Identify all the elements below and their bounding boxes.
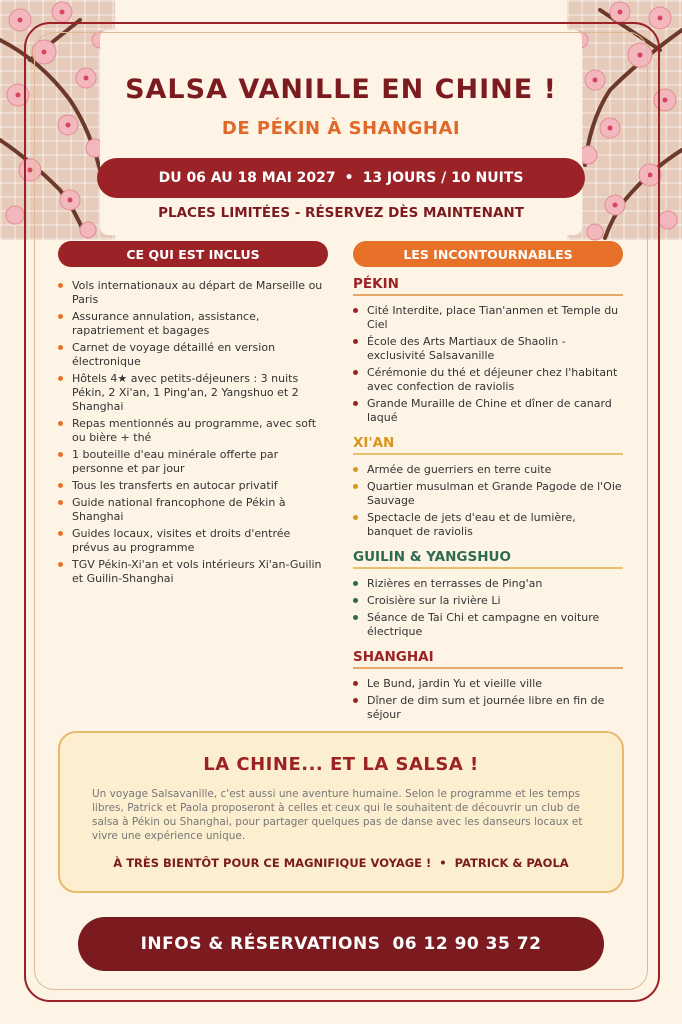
bullet-icon: [353, 515, 358, 520]
city-heading-guilin: GUILIN & YANGSHUO: [353, 549, 623, 569]
bullet-icon: [353, 401, 358, 406]
list-item: Hôtels 4★ avec petits-déjeuners : 3 nuits Pékin, 2 Xi'an, 1 Ping'an, 2 Yangshuo et 2 Shanghai: [58, 372, 328, 414]
xian-list: [353, 463, 623, 539]
bullet-icon: [353, 681, 358, 686]
salsa-section: [58, 731, 624, 893]
included-header: CE QUI EST INCLUS: [58, 241, 328, 267]
city-heading-xian: XI'AN: [353, 435, 623, 455]
bullet-icon: [353, 598, 358, 603]
shanghai-list: [353, 677, 623, 722]
bullet-icon: [58, 376, 63, 381]
date-separator: •: [344, 170, 354, 186]
list-item: Guide national francophone de Pékin à Shanghai: [58, 496, 328, 524]
bullet-icon: [353, 308, 358, 313]
list-item: Guides locaux, visites et droits d'entrée prévus au programme: [58, 527, 328, 555]
included-list: [58, 279, 328, 589]
bullet-icon: [353, 339, 358, 344]
list-item: Spectacle de jets d'eau et de lumière, banquet de raviolis: [353, 511, 623, 539]
list-item: Cité Interdite, place Tian'anmen et Temple du Ciel: [353, 304, 623, 332]
bullet-icon: [353, 484, 358, 489]
list-item: 1 bouteille d'eau minérale offerte par personne et par jour: [58, 448, 328, 476]
contact-phone[interactable]: 06 12 90 35 72: [392, 934, 542, 954]
trip-duration: 13 JOURS / 10 NUITS: [362, 170, 524, 186]
salsa-description: Un voyage Salsavanille, c'est aussi une aventure humaine. Selon le programme et les temps libres, Patrick et Paola proposeront à celles et ceux qui le souhaitent de découvrir un club de salsa à Pékin ou Shanghai, pour partager quelques pas de danse avec les danseurs locaux et vivre une expérience unique.: [92, 788, 583, 842]
page-subtitle: DE PÉKIN À SHANGHAI: [221, 118, 461, 139]
list-item: Quartier musulman et Grande Pagode de l'Oie Sauvage: [353, 480, 623, 508]
list-item: TGV Pékin-Xi'an et vols intérieurs Xi'an-Guilin et Guilin-Shanghai: [58, 558, 328, 586]
bullet-icon: [58, 283, 63, 288]
list-item: Repas mentionnés au programme, avec soft ou bière + thé: [58, 417, 328, 445]
contact-label: INFOS & RÉSERVATIONS: [140, 934, 381, 954]
list-item: École des Arts Martiaux de Shaolin - exclusivité Salsavanille: [353, 335, 623, 363]
salsa-title: LA CHINE... ET LA SALSA !: [203, 754, 479, 775]
salsa-signoff: À TRÈS BIENTÔT POUR CE MAGNIFIQUE VOYAGE ! • PATRICK & PAOLA: [113, 856, 569, 870]
bullet-icon: [353, 581, 358, 586]
bullet-icon: [58, 421, 63, 426]
list-item: Croisière sur la rivière Li: [353, 594, 623, 608]
bullet-icon: [58, 314, 63, 319]
bullet-icon: [58, 345, 63, 350]
bullet-icon: [58, 452, 63, 457]
bullet-icon: [353, 615, 358, 620]
trip-dates: DU 06 AU 18 MAI 2027: [158, 170, 336, 186]
date-banner: [97, 158, 585, 198]
bullet-icon: [353, 370, 358, 375]
city-heading-pekin: PÉKIN: [353, 276, 623, 296]
city-heading-shanghai: SHANGHAI: [353, 649, 623, 669]
list-item: Le Bund, jardin Yu et vieille ville: [353, 677, 623, 691]
bullet-icon: [353, 698, 358, 703]
page-title: SALSA VANILLE EN CHINE !: [125, 74, 557, 105]
list-item: Vols internationaux au départ de Marseille ou Paris: [58, 279, 328, 307]
list-item: Cérémonie du thé et déjeuner chez l'habitant avec confection de raviolis: [353, 366, 623, 394]
list-item: Rizières en terrasses de Ping'an: [353, 577, 623, 591]
list-item: Carnet de voyage détaillé en version électronique: [58, 341, 328, 369]
bullet-icon: [58, 500, 63, 505]
list-item: Séance de Tai Chi et campagne en voiture électrique: [353, 611, 623, 639]
list-item: Tous les transferts en autocar privatif: [58, 479, 328, 493]
bullet-icon: [353, 467, 358, 472]
list-item: Dîner de dim sum et journée libre en fin de séjour: [353, 694, 623, 722]
list-item: Armée de guerriers en terre cuite: [353, 463, 623, 477]
bullet-icon: [58, 562, 63, 567]
list-item: Assurance annulation, assistance, rapatriement et bagages: [58, 310, 328, 338]
guilin-list: [353, 577, 623, 639]
limited-places-note: PLACES LIMITÉES - RÉSERVEZ DÈS MAINTENANT: [158, 205, 524, 221]
bullet-icon: [58, 483, 63, 488]
list-item: Grande Muraille de Chine et dîner de canard laqué: [353, 397, 623, 425]
bullet-icon: [58, 531, 63, 536]
highlights-column: [353, 276, 623, 725]
pekin-list: [353, 304, 623, 425]
highlights-header: LES INCONTOURNABLES: [353, 241, 623, 267]
contact-banner[interactable]: [78, 917, 604, 971]
